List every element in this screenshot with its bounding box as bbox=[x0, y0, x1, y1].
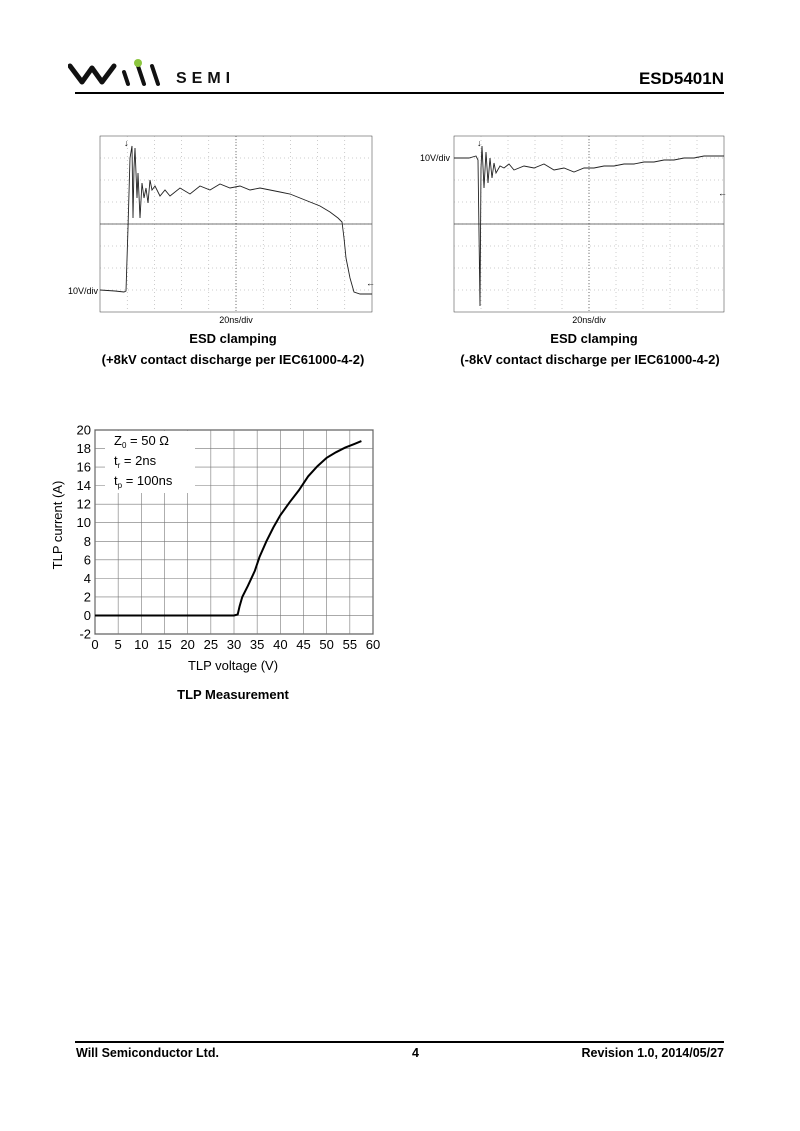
x-tick-label: 45 bbox=[296, 637, 311, 652]
annotation-rise-time: $t_r = 2ns$ bbox=[114, 453, 157, 470]
x-tick-label: 40 bbox=[273, 637, 288, 652]
x-tick-label: 15 bbox=[157, 637, 172, 652]
tlp-chart bbox=[40, 420, 400, 680]
scope-hdiv-label: 20ns/div bbox=[572, 315, 606, 325]
x-tick-label: 55 bbox=[342, 637, 358, 652]
scope-hdiv-label: 20ns/div bbox=[219, 315, 253, 325]
x-tick-label: 50 bbox=[319, 637, 334, 652]
y-tick-label: 16 bbox=[76, 459, 91, 475]
y-tick-label: 8 bbox=[83, 533, 91, 549]
scope-caption-line2-left: (+8kV contact discharge per IEC61000-4-2) bbox=[101, 352, 365, 367]
x-tick-label: 60 bbox=[365, 637, 381, 652]
footer-page-number: 4 bbox=[412, 1046, 419, 1060]
trigger-marker: ↓ bbox=[124, 138, 129, 148]
y-tick-label: 20 bbox=[76, 422, 91, 438]
scope-capture-positive bbox=[60, 128, 380, 328]
footer-revision: Revision 1.0, 2014/05/27 bbox=[581, 1046, 724, 1060]
footer-company: Will Semiconductor Ltd. bbox=[76, 1046, 219, 1060]
y-tick-label: 18 bbox=[76, 441, 91, 457]
header-rule bbox=[75, 92, 724, 94]
annotation-pulse-width: $t_p = 100ns$ bbox=[114, 473, 173, 490]
scope-vdiv-label: 10V/div bbox=[420, 153, 451, 163]
x-tick-label: 20 bbox=[180, 637, 195, 652]
y-tick-label: 12 bbox=[76, 496, 91, 512]
x-tick-label: 5 bbox=[114, 637, 122, 652]
company-logo bbox=[68, 58, 178, 88]
x-tick-label: 30 bbox=[226, 637, 242, 652]
part-number: ESD5401N bbox=[638, 69, 724, 88]
x-tick-label: 10 bbox=[134, 637, 149, 652]
annotation-impedance: $Z_0 = 50$ Ω bbox=[114, 433, 170, 450]
trigger-marker: ↓ bbox=[477, 138, 482, 148]
logo-text: SEMI bbox=[176, 70, 236, 87]
scope-vdiv-label: 10V/div bbox=[68, 286, 99, 296]
y-tick-label: 2 bbox=[83, 589, 91, 605]
y-tick-label: 14 bbox=[76, 478, 91, 494]
scope-caption-line1-right: ESD clamping bbox=[550, 331, 638, 346]
ground-marker: ← bbox=[366, 278, 375, 288]
tlp-caption: TLP Measurement bbox=[177, 687, 289, 702]
scope-caption-line2-right: (-8kV contact discharge per IEC61000-4-2) bbox=[460, 352, 720, 367]
x-tick-label: 35 bbox=[249, 637, 265, 652]
y-tick-label: 10 bbox=[76, 515, 91, 531]
scope-capture-negative bbox=[414, 128, 730, 328]
y-tick-label: -2 bbox=[79, 626, 91, 642]
ground-marker: ← bbox=[718, 188, 727, 198]
footer-rule bbox=[75, 1041, 724, 1043]
x-tick-label: 0 bbox=[91, 637, 99, 652]
x-tick-label: 25 bbox=[203, 637, 219, 652]
y-tick-label: 4 bbox=[83, 570, 91, 586]
x-axis-label: TLP voltage (V) bbox=[187, 658, 279, 673]
y-tick-label: 6 bbox=[83, 552, 91, 568]
y-axis-label: TLP current (A) bbox=[50, 480, 65, 570]
scope-caption-line1-left: ESD clamping bbox=[189, 331, 277, 346]
y-tick-label: 0 bbox=[83, 607, 91, 623]
